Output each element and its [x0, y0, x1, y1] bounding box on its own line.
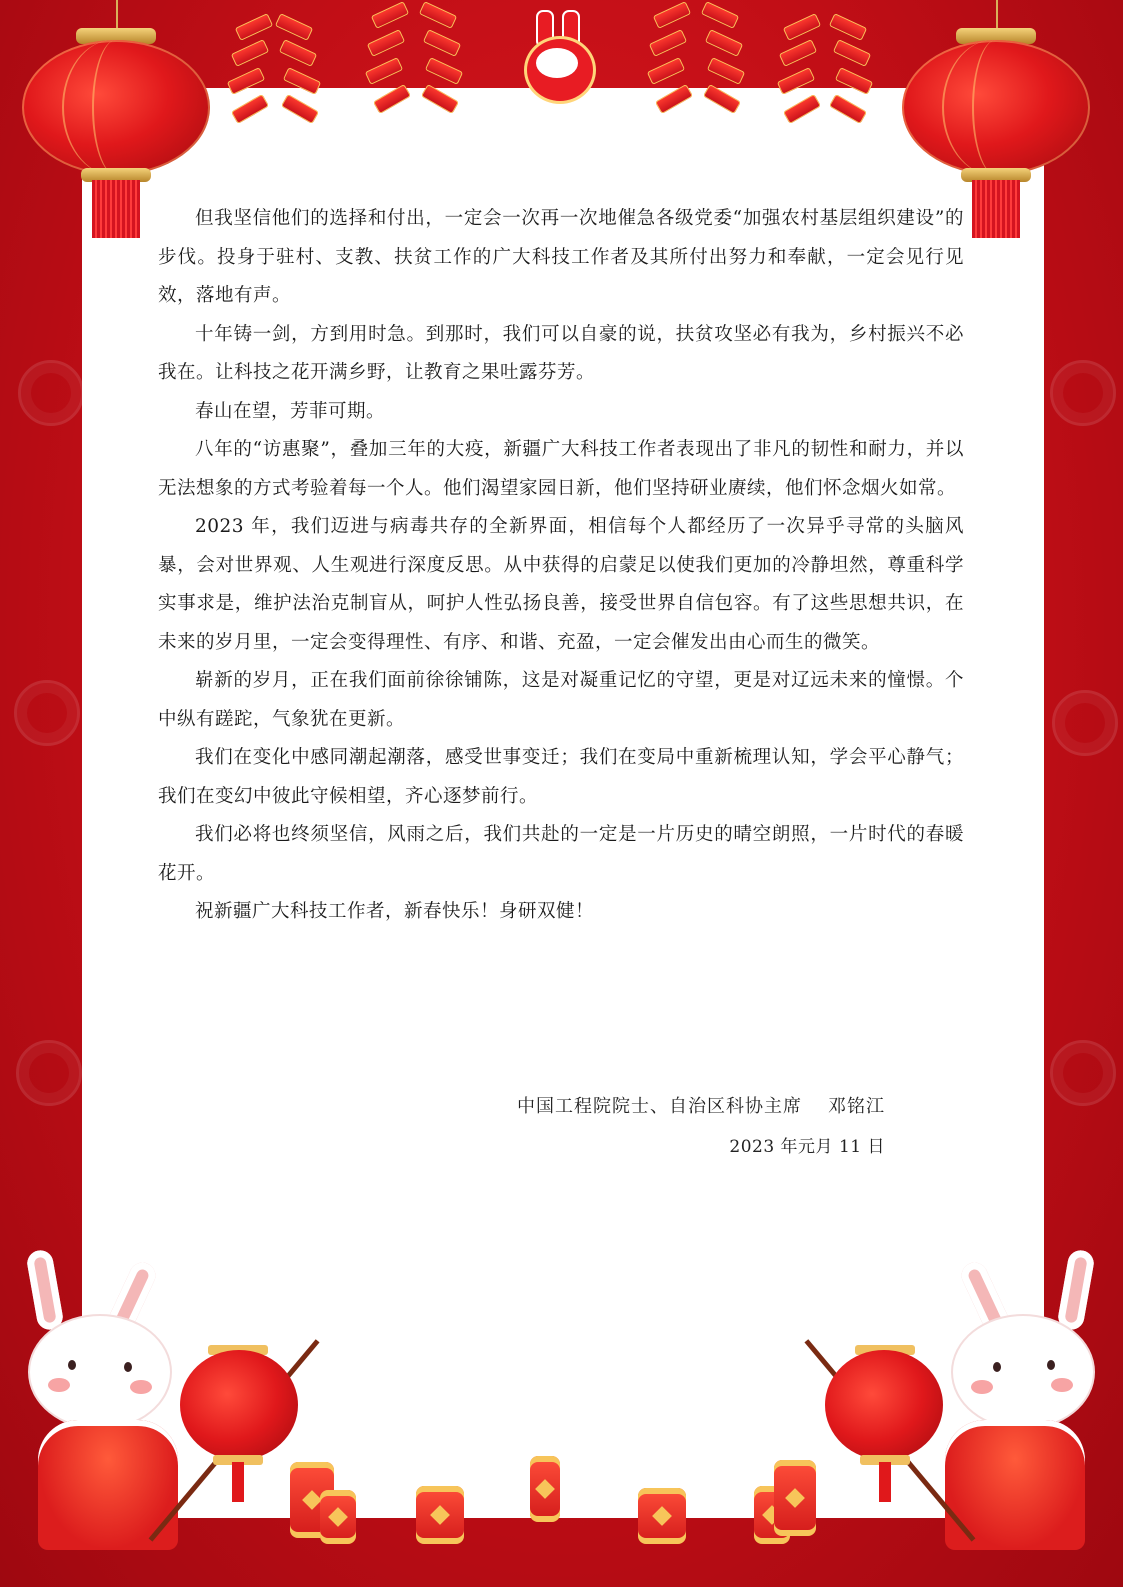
letter-paragraph: 八年的“访惠聚”，叠加三年的大疫，新疆广大科技工作者表现出了非凡的韧性和耐力，并以无法想象的方式考验着每一个人。他们渴望家园日新，他们坚持研业赓续，他们怀念烟火如常。 [158, 439, 964, 499]
firecracker-drum-icon [530, 1456, 560, 1522]
swirl-ornament [16, 1040, 82, 1106]
bunny-holding-lantern-icon [823, 1250, 1103, 1580]
firecracker-drum-icon [320, 1490, 356, 1544]
swirl-ornament [1050, 1040, 1116, 1106]
letter-paragraph: 2023 年，我们迈进与病毒共存的全新界面，相信每个人都经历了一次异乎寻常的头脑风暴，会对世界观、人生观进行深度反思。从中获得的启蒙足以使我们更加的冷静坦然，尊重科学实事求是，维护法治克制盲从，呵护人性弘扬良善，接受世界自信包容。有了这些思想共识，在未来的岁月里，一定会变得理性、有序、和谐、充盈，一定会催发出由心而生的微笑。 [158, 516, 964, 653]
swirl-ornament [1052, 690, 1118, 756]
signature-line [517, 1092, 885, 1118]
letter-paragraph: 祝新疆广大科技工作者，新春快乐！身研双健！ [195, 901, 595, 922]
firecracker-drum-icon [638, 1488, 686, 1544]
signature-name: 邓铭江 [828, 1096, 885, 1117]
letter-paragraph: 春山在望，芳菲可期。 [195, 400, 386, 422]
letter-paragraph: 崭新的岁月，正在我们面前徐徐铺陈，这是对凝重记忆的守望，更是对辽远未来的憧憬。个中纵有蹉跎，气象犹在更新。 [158, 670, 964, 730]
firecracker-drum-icon [416, 1486, 464, 1544]
swirl-ornament [14, 680, 80, 746]
letter-body [158, 200, 964, 932]
letter-paragraph: 我们必将也终须坚信，风雨之后，我们共赴的一定是一片历史的晴空朗照，一片时代的春暖花开。 [158, 824, 964, 884]
swirl-ornament [18, 360, 84, 426]
letter-paragraph: 我们在变化中感同潮起潮落，感受世事变迁；我们在变局中重新梳理认知，学会平心静气；我们在变幻中彼此守候相望，齐心逐梦前行。 [158, 747, 964, 807]
firecracker-drum-icon [774, 1460, 816, 1536]
swirl-ornament [1050, 360, 1116, 426]
letter-paragraph: 十年铸一剑，方到用时急。到那时，我们可以自豪的说，扶贫攻坚必有我为，乡村振兴不必我在。让科技之花开满乡野，让教育之果吐露芬芳。 [158, 323, 964, 383]
signature-date: 2023 年元月 11 日 [729, 1137, 885, 1157]
rabbit-mascot-icon [522, 10, 592, 100]
letter-paragraph: 但我坚信他们的选择和付出，一定会一次再一次地催急各级党委“加强农村基层组织建设”的步伐。投身于驻村、支教、扶贫工作的广大科技工作者及其所付出努力和奉献，一定会见行见效，落地有声。 [158, 208, 964, 306]
signature-title: 中国工程院院士、自治区科协主席 [517, 1096, 802, 1117]
bunny-holding-lantern-icon [20, 1250, 300, 1580]
